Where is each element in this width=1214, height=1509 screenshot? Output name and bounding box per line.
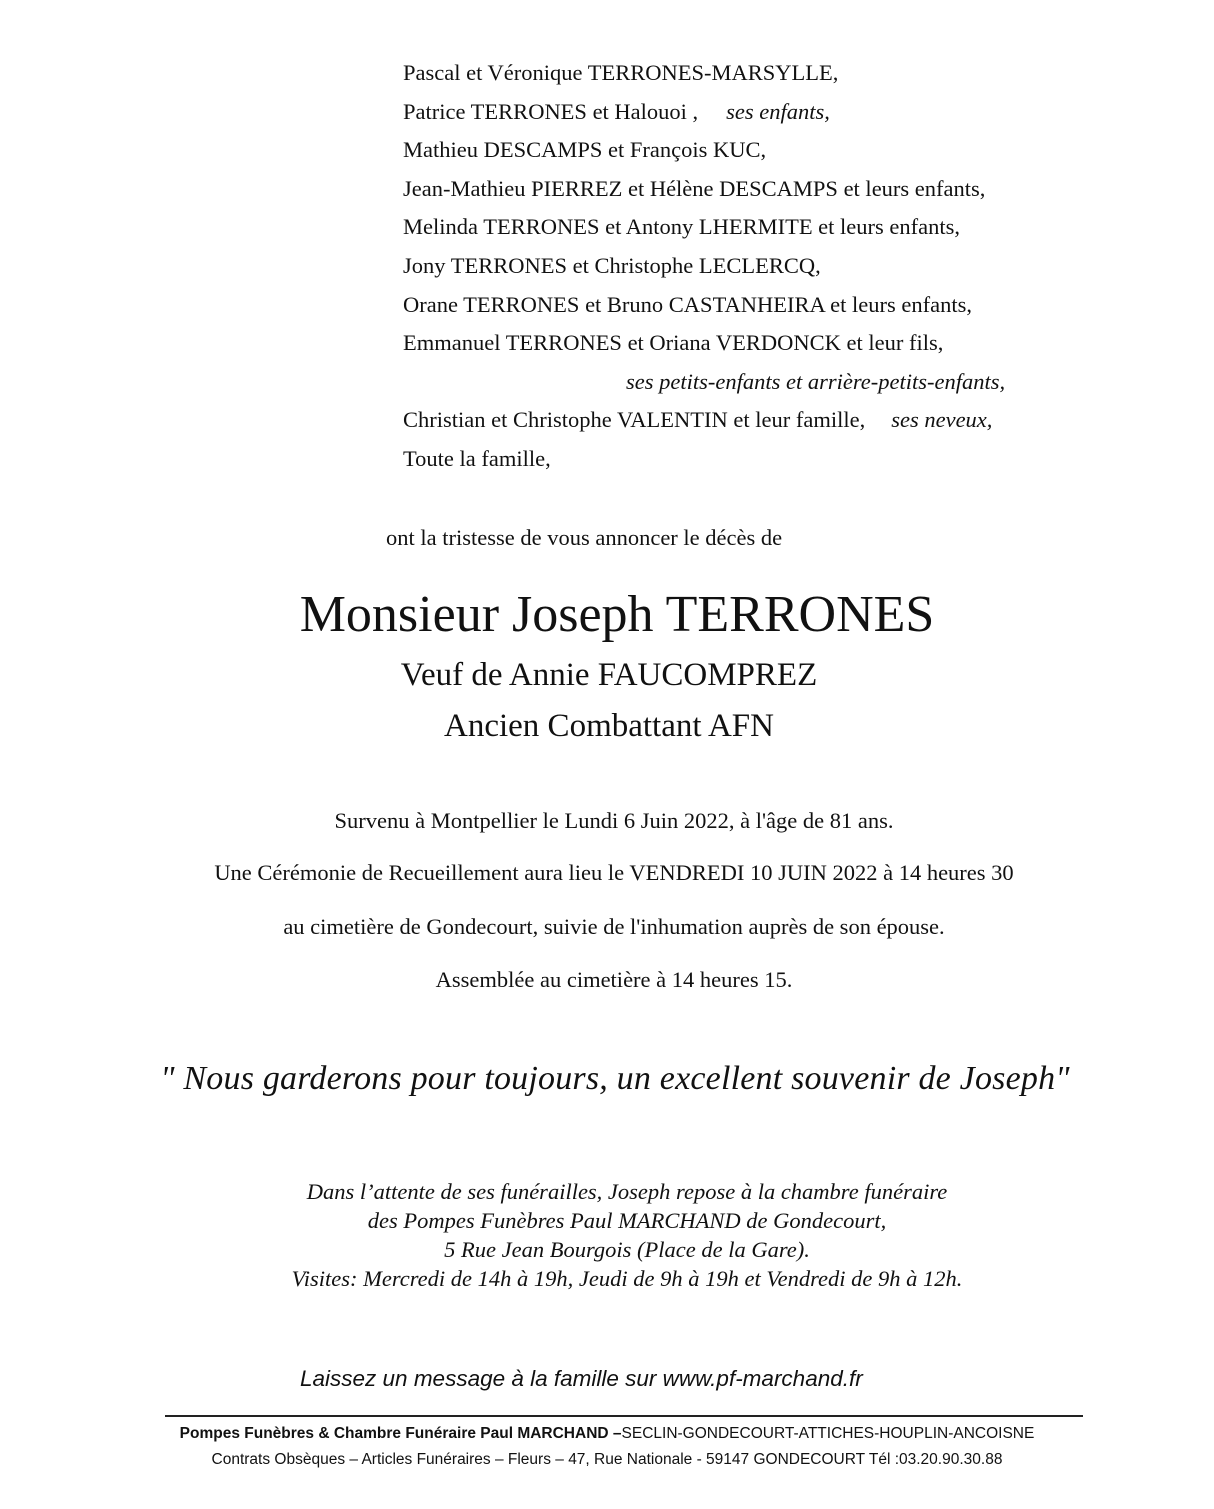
relation-children: ses enfants,	[726, 98, 830, 124]
burial-details: au cimetière de Gondecourt, suivie de l'inhumation auprès de son épouse.	[283, 914, 945, 939]
visiting-hours: Visites: Mercredi de 14h à 19h, Jeudi de 9h à 19h et Vendredi de 9h à 12h.	[291, 1266, 963, 1291]
family-line	[403, 96, 1163, 135]
repose-line: des Pompes Funèbres Paul MARCHAND de Gondecourt,	[367, 1208, 887, 1233]
deceased-name: Monsieur Joseph TERRONES	[299, 586, 935, 643]
family-line: Toute la famille,	[403, 445, 551, 471]
ceremony-details: Une Cérémonie de Recueillement aura lieu le VENDREDI 10 JUIN 2022 à 14 heures 30	[214, 860, 1014, 885]
family-names: Christian et Christophe VALENTIN et leur famille,	[403, 407, 866, 433]
relation-nephews: ses neveux,	[891, 407, 993, 433]
memorial-quote: " Nous garderons pour toujours, un excellent souvenir de Joseph"	[160, 1060, 1070, 1097]
family-line: Jean-Mathieu PIERREZ et Hélène DESCAMPS et leurs enfants,	[403, 175, 986, 201]
family-line: Emmanuel TERRONES et Oriana VERDONCK et leur fils,	[403, 330, 944, 356]
family-line: Jony TERRONES et Christophe LECLERCQ,	[403, 252, 821, 278]
family-names: Patrice TERRONES et Halouoi ,	[403, 98, 699, 124]
footer-company-line	[0, 1425, 1214, 1443]
relation-grandchildren: ses petits-enfants et arrière-petits-enfants,	[626, 368, 1006, 394]
family-line: Melinda TERRONES et Antony LHERMITE et leurs enfants,	[403, 214, 961, 240]
widower-of: Veuf de Annie FAUCOMPREZ	[400, 657, 818, 693]
company-name: Pompes Funèbres & Chambre Funéraire Paul MARCHAND –	[179, 1425, 622, 1442]
repose-line: Dans l’attente de ses funérailles, Joseph repose à la chambre funéraire	[306, 1179, 948, 1204]
veteran-title: Ancien Combattant AFN	[444, 708, 774, 744]
footer-services-line: Contrats Obsèques – Articles Funéraires – Fleurs – 47, Rue Nationale - 59147 GONDECOURT Tél :03.20.90.30.88	[211, 1451, 1003, 1468]
repose-address: 5 Rue Jean Bourgois (Place de la Gare).	[444, 1237, 810, 1262]
family-line: Orane TERRONES et Bruno CASTANHEIRA et leurs enfants,	[403, 291, 972, 317]
death-details: Survenu à Montpellier le Lundi 6 Juin 2022, à l'âge de 81 ans.	[334, 808, 894, 833]
family-line	[403, 404, 1163, 443]
company-locations: SECLIN-GONDECOURT-ATTICHES-HOUPLIN-ANCOISNE	[621, 1425, 1035, 1442]
family-line: Pascal et Véronique TERRONES-MARSYLLE,	[403, 60, 839, 85]
announcement: ont la tristesse de vous annoncer le décès de	[386, 525, 783, 550]
assembly-details: Assemblée au cimetière à 14 heures 15.	[435, 967, 793, 992]
family-list	[403, 57, 1163, 482]
footer-divider	[165, 1415, 1083, 1417]
family-line: Mathieu DESCAMPS et François KUC,	[403, 137, 767, 163]
condolence-message-link[interactable]: Laissez un message à la famille sur www.pf-marchand.fr	[300, 1366, 863, 1391]
